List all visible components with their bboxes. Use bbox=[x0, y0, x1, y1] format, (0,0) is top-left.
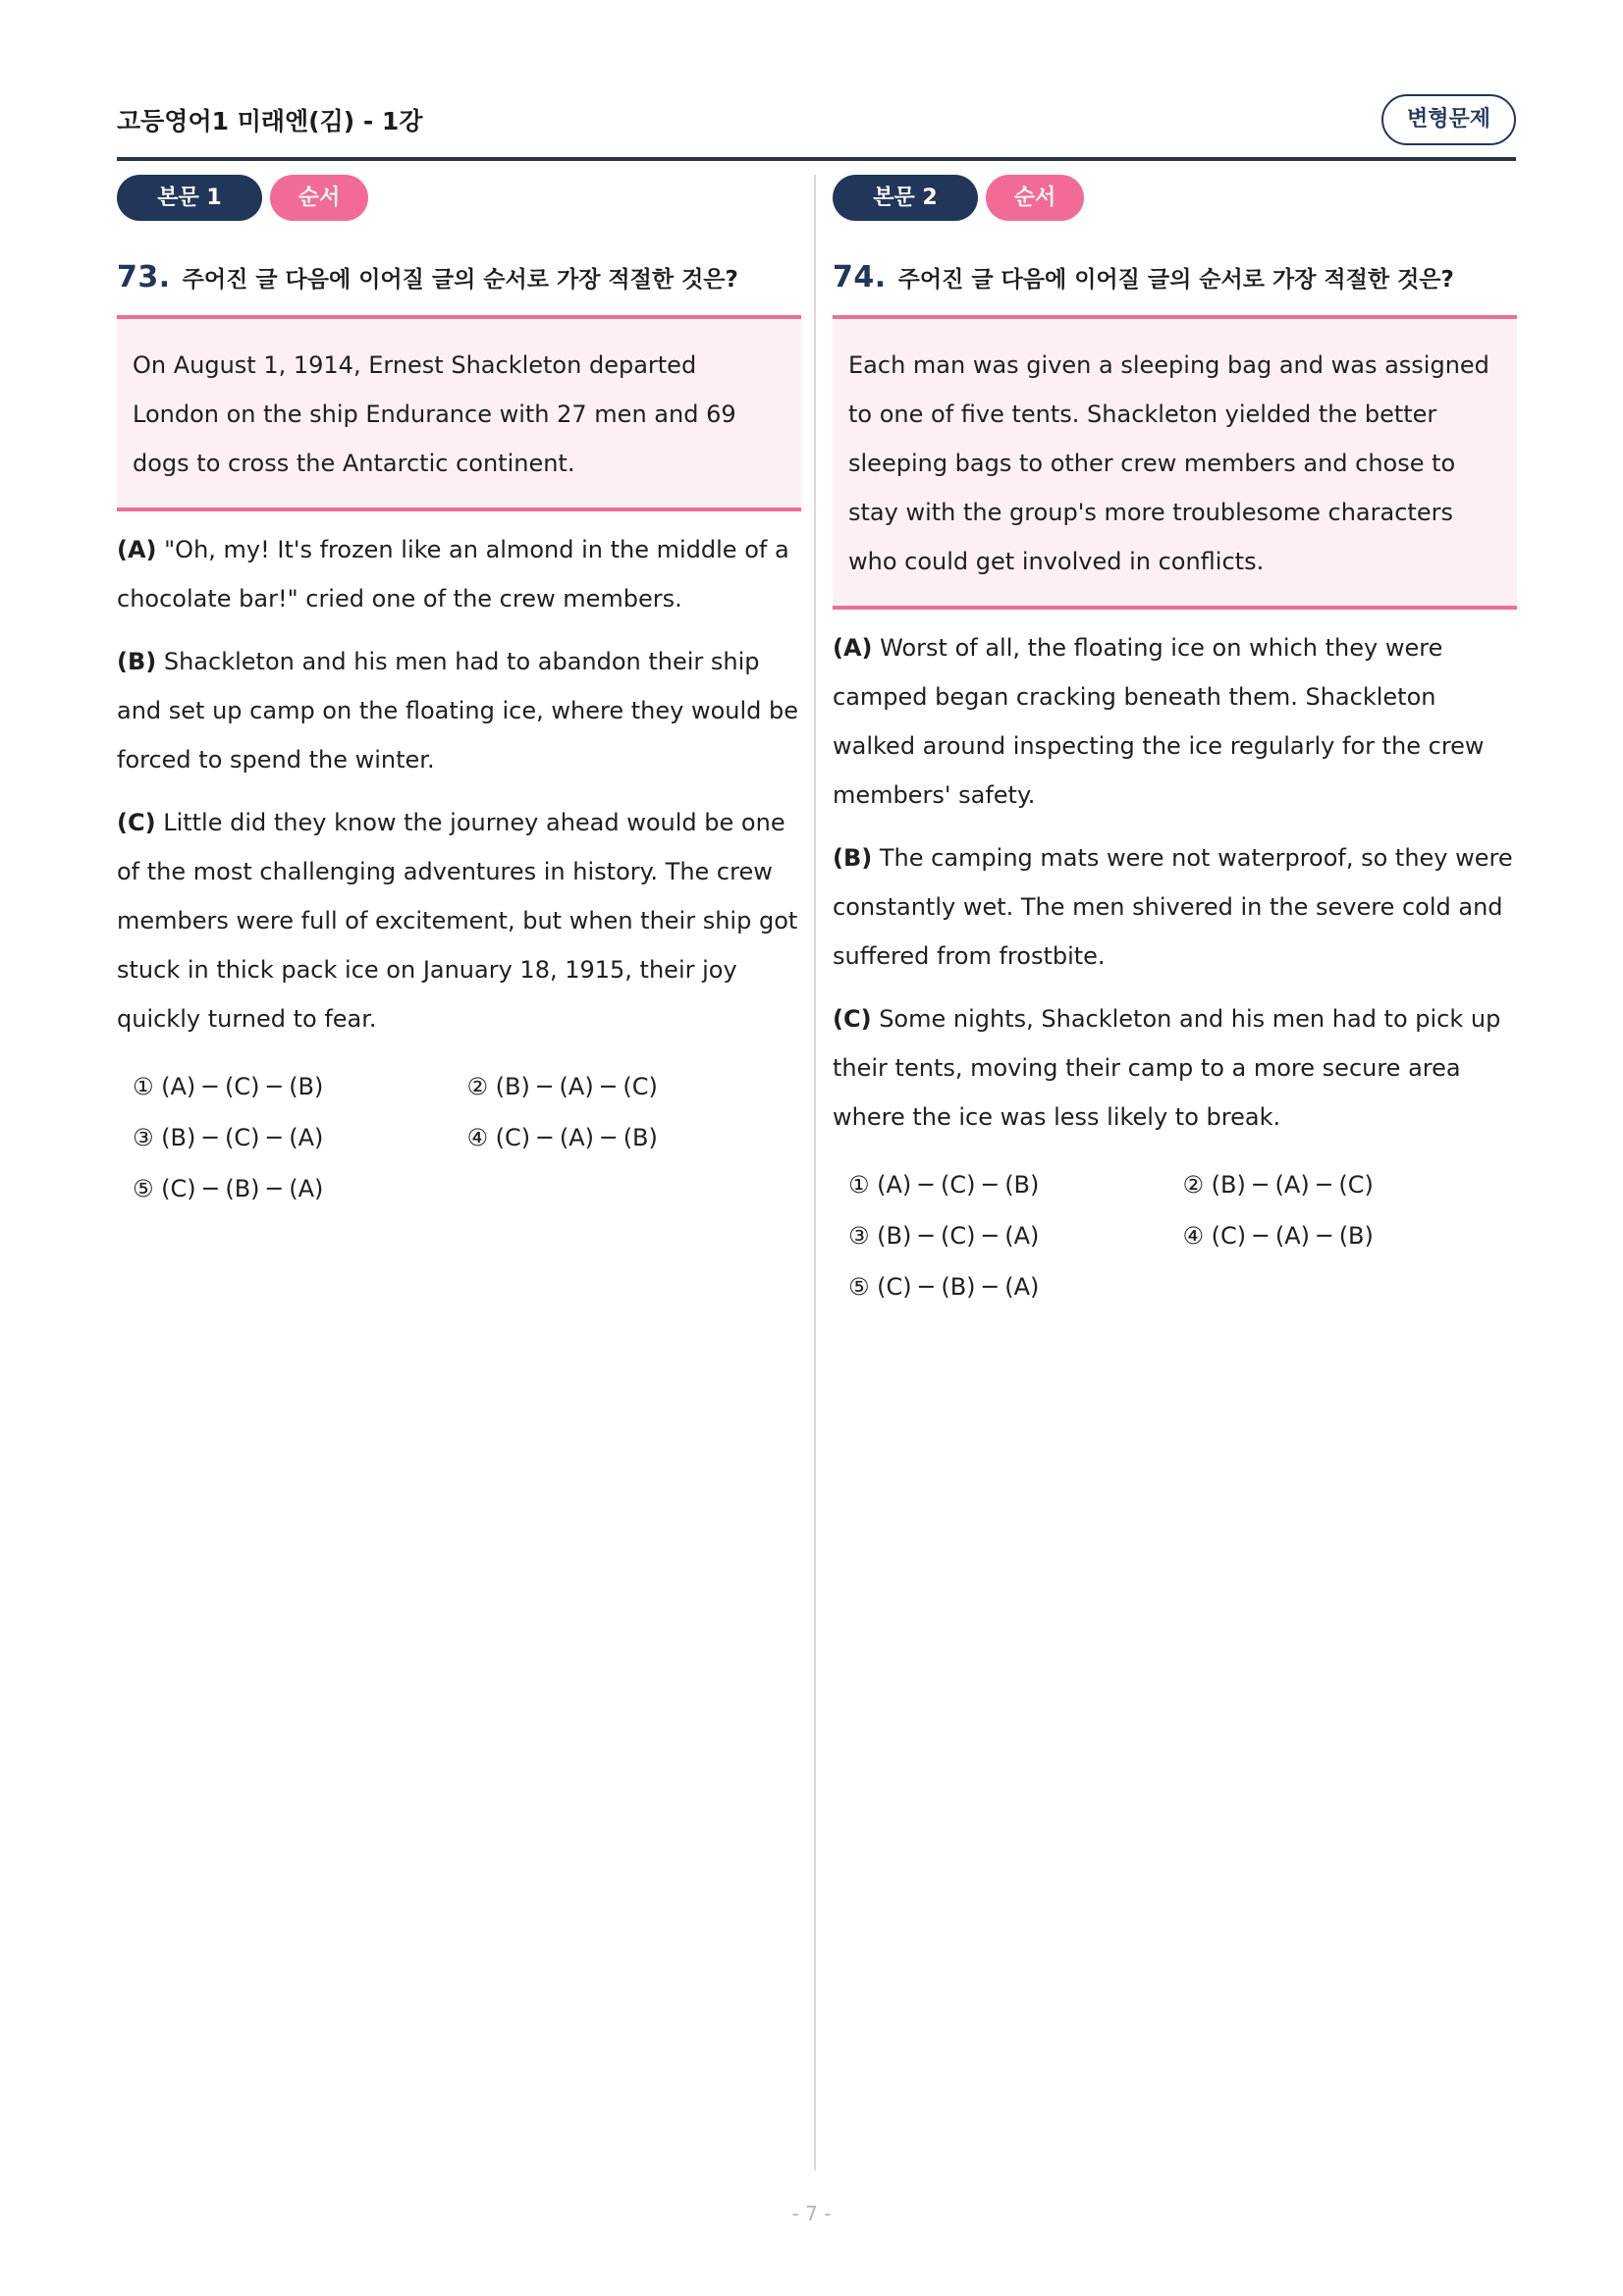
paragraph-tag: (A) bbox=[833, 634, 873, 662]
paragraph-a bbox=[833, 623, 1517, 820]
choice-2[interactable]: ② (B) ─ (A) ─ (C) bbox=[466, 1073, 658, 1100]
paragraph-c bbox=[117, 798, 801, 1043]
page-header bbox=[117, 90, 1516, 161]
choice-4[interactable]: ④ (C) ─ (A) ─ (B) bbox=[1182, 1222, 1374, 1250]
given-passage: On August 1, 1914, Ernest Shackleton departed London on the ship Endurance with 27 men and 69 dogs to cross the Antarctic continent. bbox=[117, 315, 801, 511]
paragraph-tag: (B) bbox=[833, 844, 873, 872]
paragraph-text: The camping mats were not waterproof, so they were constantly wet. The men shivered in the severe cold and suffered from frostbite. bbox=[833, 844, 1513, 970]
paragraph-b bbox=[833, 833, 1517, 981]
question-type-label: 순서 bbox=[986, 175, 1084, 221]
question-heading bbox=[833, 260, 1517, 305]
question-number: 74. bbox=[833, 260, 887, 294]
choice-3[interactable]: ③ (B) ─ (C) ─ (A) bbox=[133, 1124, 324, 1151]
paragraph-b bbox=[117, 637, 801, 784]
paragraph-tag: (C) bbox=[833, 1005, 872, 1033]
question-tags bbox=[117, 175, 801, 221]
question-73-column bbox=[117, 175, 801, 1214]
question-type-label: 순서 bbox=[270, 175, 368, 221]
answer-choices bbox=[117, 1061, 801, 1214]
question-74-column bbox=[833, 175, 1517, 1312]
paragraph-tag: (C) bbox=[117, 809, 156, 836]
paragraph-text: "Oh, my! It's frozen like an almond in the middle of a chocolate bar!" cried one of the crew members. bbox=[117, 536, 789, 613]
choice-1[interactable]: ① (A) ─ (C) ─ (B) bbox=[133, 1073, 324, 1100]
question-heading bbox=[117, 260, 801, 305]
paragraph-text: Worst of all, the floating ice on which they were camped began cracking beneath them. Shackleton walked around inspecting the ice regularly for the crew members' safety. bbox=[833, 634, 1485, 809]
question-prompt: 주어진 글 다음에 이어질 글의 순서로 가장 적절한 것은? bbox=[182, 267, 738, 293]
question-number: 73. bbox=[117, 260, 171, 294]
question-tags bbox=[833, 175, 1517, 221]
paragraph-text: Some nights, Shackleton and his men had to pick up their tents, moving their camp to a more secure area where the ice was less likely to break. bbox=[833, 1005, 1501, 1131]
column-divider bbox=[814, 175, 816, 2170]
given-passage: Each man was given a sleeping bag and was assigned to one of five tents. Shackleton yielded the better sleeping bags to other crew members and chose to stay with the group's more troublesome characters who could get involved in conflicts. bbox=[833, 315, 1517, 610]
passage-label: 본문 1 bbox=[117, 175, 262, 221]
choice-5[interactable]: ⑤ (C) ─ (B) ─ (A) bbox=[848, 1273, 1040, 1301]
choice-5[interactable]: ⑤ (C) ─ (B) ─ (A) bbox=[133, 1175, 324, 1202]
paragraph-a bbox=[117, 525, 801, 623]
question-prompt: 주어진 글 다음에 이어질 글의 순서로 가장 적절한 것은? bbox=[897, 267, 1454, 293]
passage-label: 본문 2 bbox=[833, 175, 978, 221]
page-number: - 7 - bbox=[791, 2202, 832, 2225]
paragraph-text: Little did they know the journey ahead would be one of the most challenging adventures in history. The crew members were full of excitement, but when their ship got stuck in thick pack ice on January 18, 1915, their joy quickly turned to fear. bbox=[117, 809, 798, 1033]
choice-4[interactable]: ④ (C) ─ (A) ─ (B) bbox=[466, 1124, 658, 1151]
paragraph-text: Shackleton and his men had to abandon their ship and set up camp on the floating ice, where they would be forced to spend the winter. bbox=[117, 648, 799, 774]
page-title: 고등영어1 미래엔(김) - 1강 bbox=[117, 107, 423, 135]
choice-1[interactable]: ① (A) ─ (C) ─ (B) bbox=[848, 1171, 1040, 1199]
paragraph-c bbox=[833, 994, 1517, 1142]
worksheet-type-badge: 변형문제 bbox=[1381, 94, 1516, 145]
choice-2[interactable]: ② (B) ─ (A) ─ (C) bbox=[1182, 1171, 1374, 1199]
answer-choices bbox=[833, 1159, 1517, 1312]
choice-3[interactable]: ③ (B) ─ (C) ─ (A) bbox=[848, 1222, 1040, 1250]
paragraph-tag: (B) bbox=[117, 648, 157, 675]
paragraph-tag: (A) bbox=[117, 536, 157, 563]
